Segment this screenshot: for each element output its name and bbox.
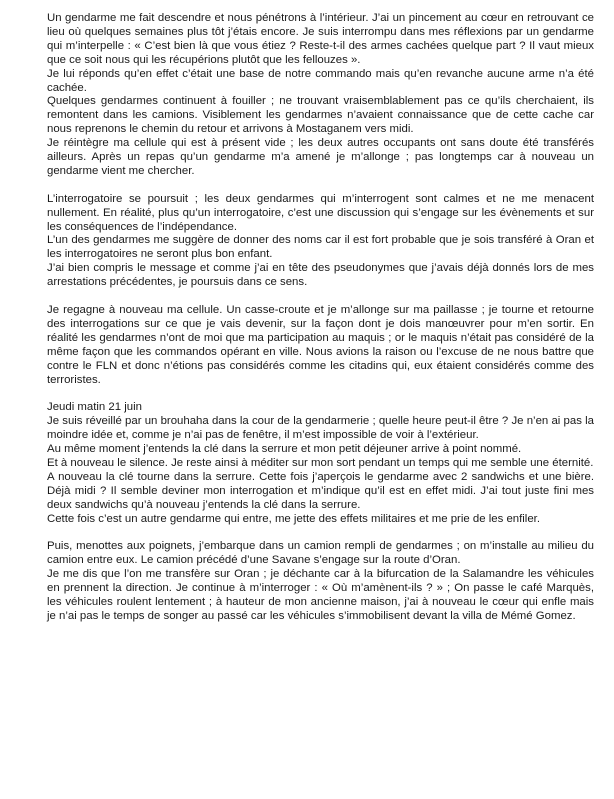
paragraph: Et à nouveau le silence. Je reste ainsi à méditer sur mon sort pendant un temps qui me semble une éternité. [47,456,594,469]
section-5 [47,540,594,623]
paragraph: Cette fois c’est un autre gendarme qui entre, me jette des effets militaires et me prie de les enfiler. [47,512,541,525]
paragraph: Je suis réveillé par un brouhaha dans la cour de la gendarmerie ; quelle heure peut-il être ? Je n’en ai pas la moindre idée et, comme je n’ai pas de fenêtre, il m’est impossible de voir à l’extérieur. [47,415,594,442]
paragraph: Je regagne à nouveau ma cellule. Un casse-croute et je m’allonge sur ma paillasse ; je tourne et retourne des interrogations sur ce que je vais devenir, sur la façon dont je dois manœuvrer pour m’en sortir. En réalité les gendarmes n’ont de moi que ma participation au maquis ; or le maquis n’était pas considéré de la même façon que les commandos opérant en ville. Nous avions la raison ou l’excuse de ne nous battre que contre le FLN et donc n’étions pas considérés comme les citadins qui, eux étaient considérés comme des terroristes. [47,304,594,386]
section-3 [47,304,594,387]
date-heading: Jeudi matin 21 juin [47,401,142,414]
paragraph: A nouveau la clé tourne dans la serrure. Cette fois j’aperçois le gendarme avec 2 sandwichs et une bière. Déjà midi ? Il semble deviner mon interrogation et m’indique qu’il est en effet midi. J’ai tout juste fini mes deux sandwichs qu’à nouveau j’entends la clé dans la serrure. [47,470,594,511]
paragraph: Je réintègre ma cellule qui est à présent vide ; les deux autres occupants ont sans doute été transférés ailleurs. Après un repas qu’un gendarme m’a amené je m’allonge ; pas longtemps car à nouveau un gendarme vient me chercher. [47,137,594,177]
paragraph: Puis, menottes aux poignets, j’embarque dans un camion rempli de gendarmes ; on m’installe au milieu du camion entre eux. Le camion précédé d’une Savane s’engage sur la route d’Oran. [47,540,594,567]
section-4 [47,401,594,526]
paragraph: L’interrogatoire se poursuit ; les deux gendarmes qui m’interrogent sont calmes et ne me menacent nullement. En réalité, plus qu’un interrogatoire, c’est une discussion qui s’engage sur les évènements et sur les conséquences de l’indépendance. [47,192,594,233]
paragraph: Je me dis que l’on me transfère sur Oran ; je déchante car à la bifurcation de la Salamandre les véhicules en prennent la direction. Je continue à m’interroger : « Où m’amènent-ils ? » ; On passe le café Marquès, les véhicules roulent lentement ; à hauteur de mon ancienne maison, j’ai à nouveau le cœur qui enfle mais je n’ai pas le temps de songer au passé car les véhicules s’immobilisent devant la villa de Mémé Gomez. [47,568,594,622]
paragraph: Je lui réponds qu’en effet c’était une base de notre commando mais qu’en revanche aucune arme n’a été cachée. [47,67,594,94]
paragraph: J’ai bien compris le message et comme j’ai en tête des pseudonymes que j’avais déjà donnés lors de mes arrestations précédentes, je poursuis dans ce sens. [47,262,594,289]
paragraph: Au même moment j’entends la clé dans la serrure et mon petit déjeuner arrive à point nommé. [47,443,522,456]
paragraph: L’un des gendarmes me suggère de donner des noms car il est fort probable que je sois transféré à Oran et les interrogatoires ne seront plus bon enfant. [47,234,594,261]
section-1 [47,12,594,179]
paragraph: Quelques gendarmes continuent à fouiller ; ne trouvant vraisemblablement pas ce qu’ils cherchaient, ils remontent dans les camions. Visiblement les gendarmes n’avaient connaissance que de cette cache car nous reprenons le chemin du retour et arrivons à Mostaganem vers midi. [47,95,594,136]
section-2 [47,193,594,290]
paragraph: Un gendarme me fait descendre et nous pénétrons à l’intérieur. J’ai un pincement au cœur en retrouvant ce lieu où quelques semaines plus tôt j’étais encore. Je suis interrompu dans mes réflexions par un gendarme qui m’interpelle : « C’est bien là que vous étiez ? Reste-t-il des armes cachées quelque part ? Il vaut mieux que ce soit nous qui les récupérions plutôt que les fellouzes ». [47,12,594,66]
